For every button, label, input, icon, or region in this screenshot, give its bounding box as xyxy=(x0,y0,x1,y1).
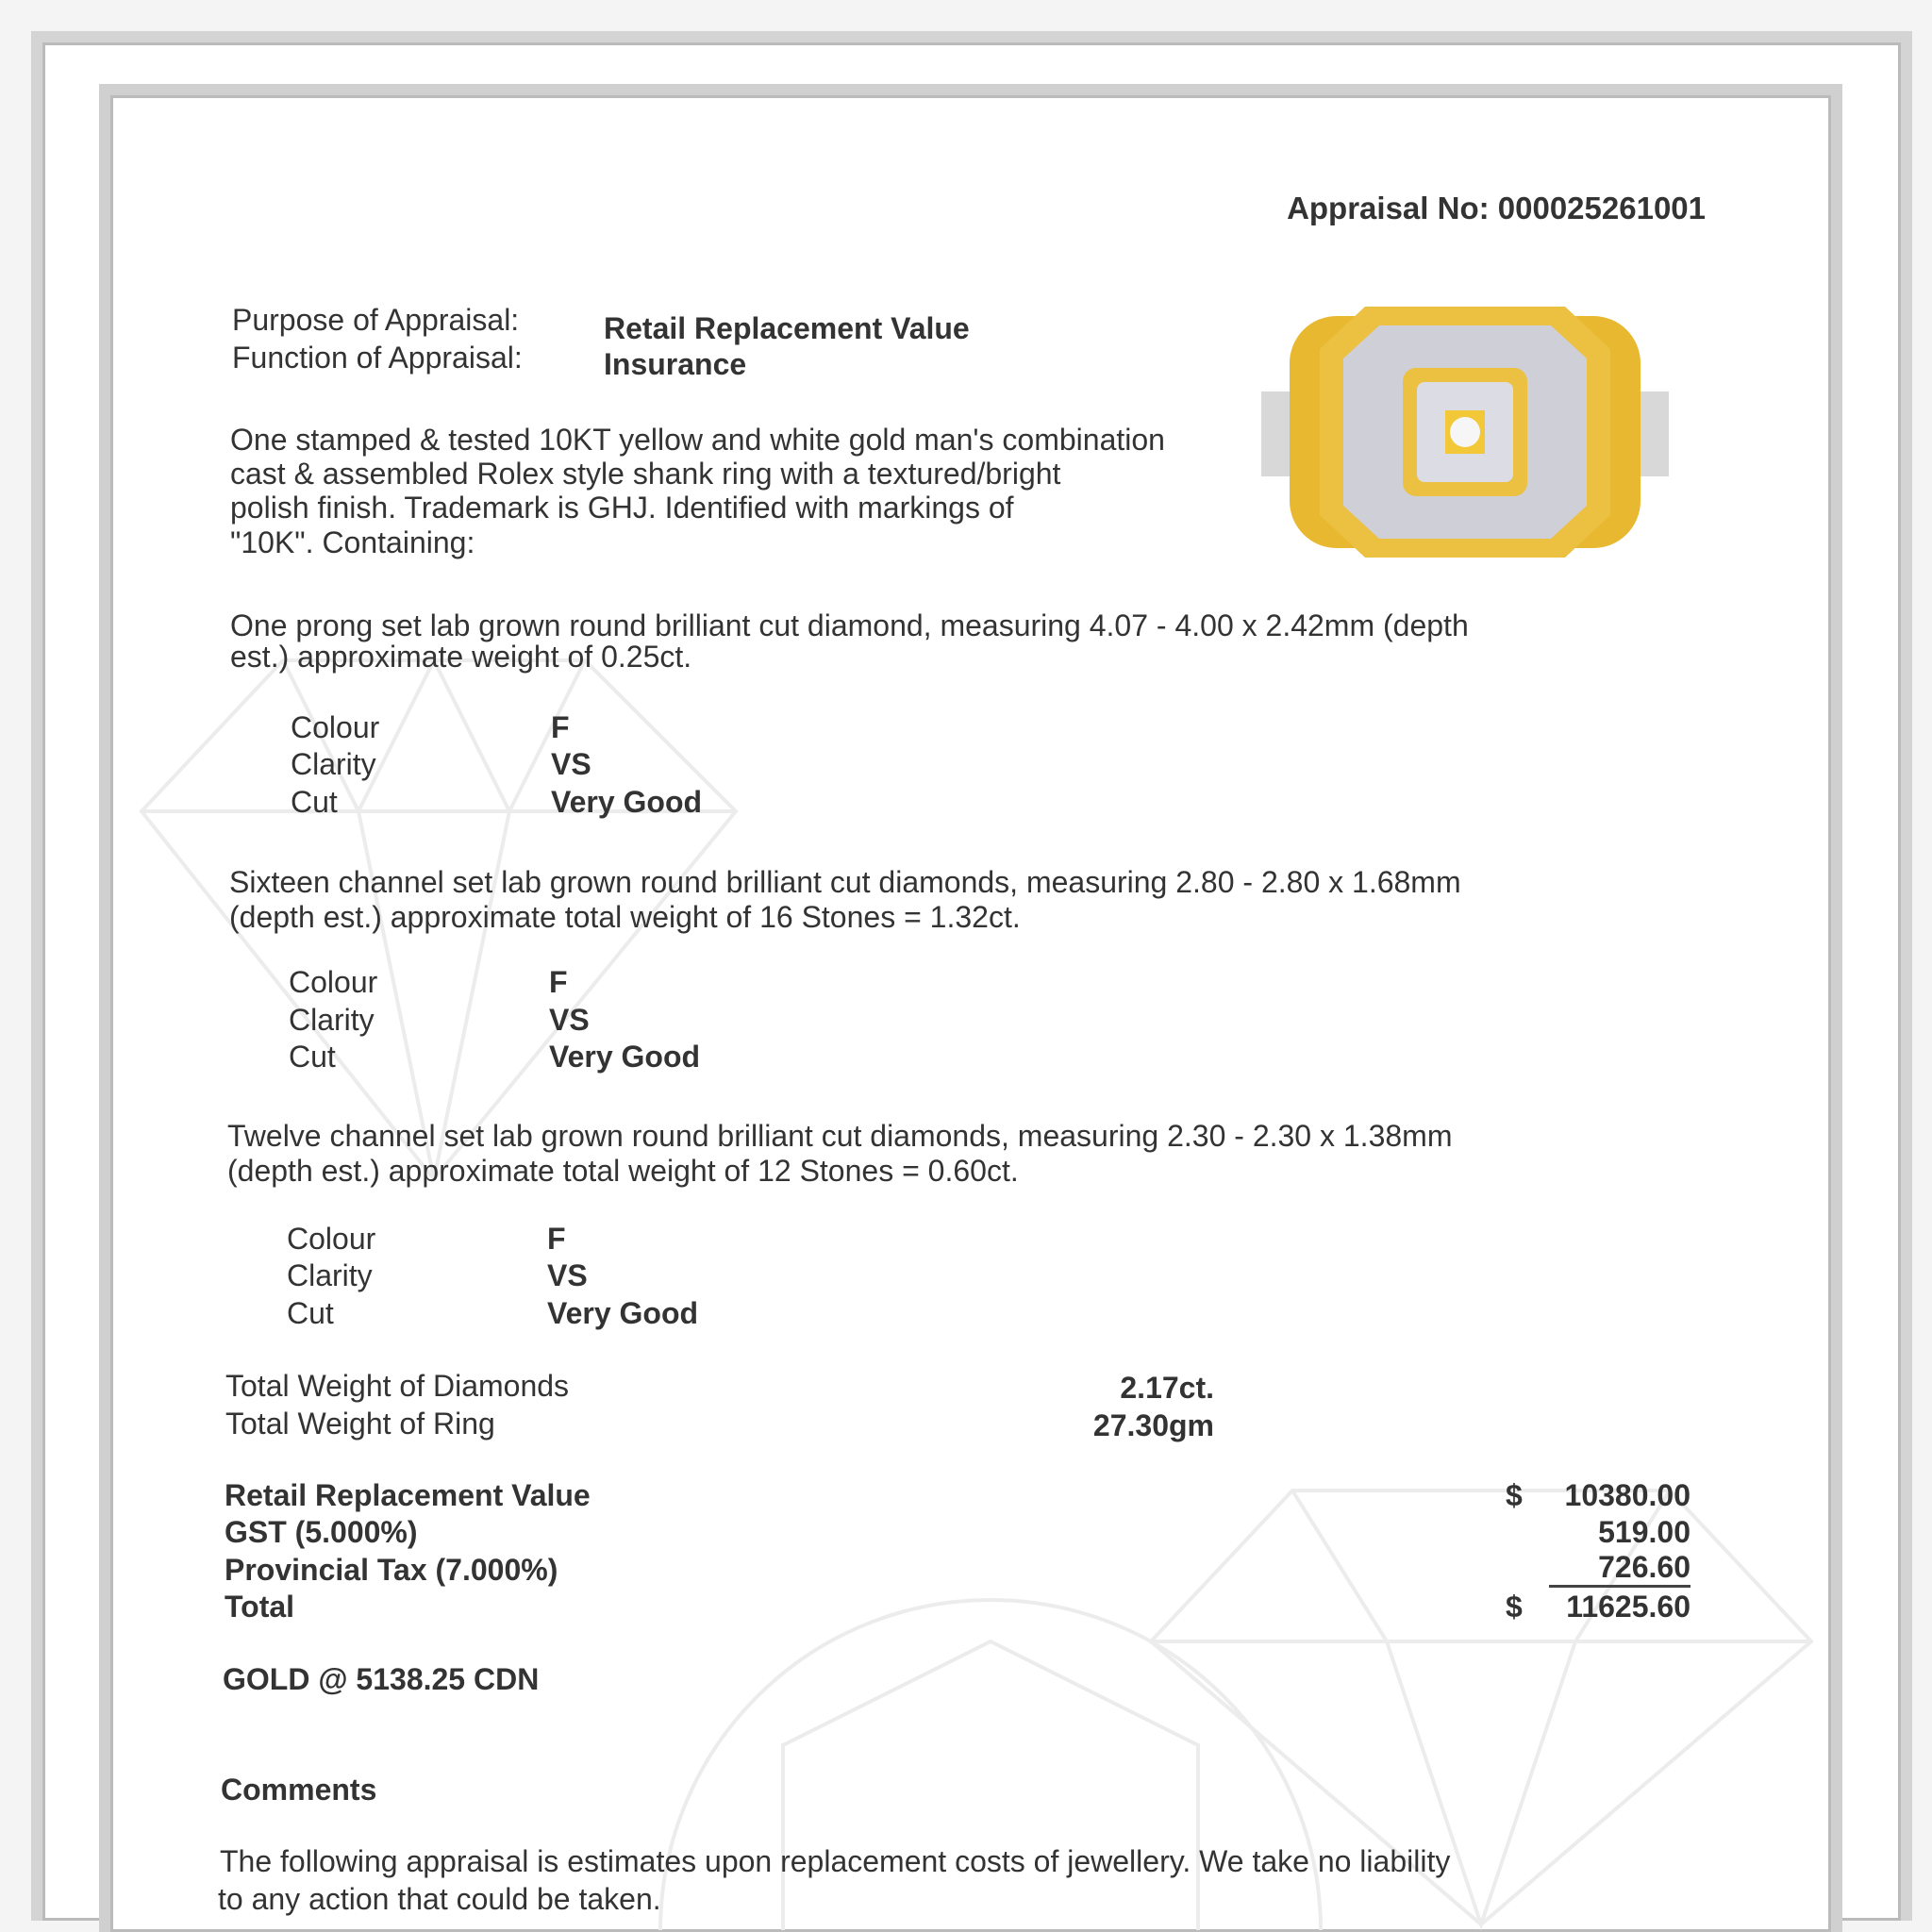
grade-value: F xyxy=(551,710,570,744)
grade-value: Very Good xyxy=(549,1040,701,1074)
grade-value: F xyxy=(549,965,568,999)
stone-line: (depth est.) approximate total weight of 12 Stones = 0.60ct. xyxy=(227,1154,1019,1188)
price-value: 10380.00 xyxy=(1564,1478,1690,1512)
comments-line: to any action that could be taken. xyxy=(218,1882,661,1916)
grade-label: Clarity xyxy=(291,747,376,781)
grade-label: Cut xyxy=(287,1296,334,1330)
grade-label: Clarity xyxy=(287,1258,373,1292)
comments-line: The following appraisal is estimates upon replacement costs of jewellery. We take no liability xyxy=(220,1844,1451,1878)
grade-label: Cut xyxy=(291,785,338,819)
grade-value: F xyxy=(547,1222,566,1256)
price-value: 519.00 xyxy=(1598,1515,1690,1549)
grade-label: Cut xyxy=(289,1040,336,1074)
total-value: 2.17ct. xyxy=(1120,1371,1214,1405)
gold-price: GOLD @ 5138.25 CDN xyxy=(223,1662,540,1696)
price-label: Retail Replacement Value xyxy=(225,1478,591,1512)
stone-line: est.) approximate weight of 0.25ct. xyxy=(230,640,692,674)
grade-label: Colour xyxy=(291,710,380,744)
currency-symbol: $ xyxy=(1506,1590,1523,1624)
currency-symbol: $ xyxy=(1506,1478,1523,1512)
function-label: Function of Appraisal: xyxy=(232,341,523,375)
stone-line: Sixteen channel set lab grown round brilliant cut diamonds, measuring 2.80 - 2.80 x 1.68mm xyxy=(229,865,1461,899)
comments-heading: Comments xyxy=(221,1773,377,1807)
grade-label: Colour xyxy=(287,1222,376,1256)
price-value: 11625.60 xyxy=(1566,1590,1690,1624)
total-value: 27.30gm xyxy=(1092,1408,1214,1442)
grade-value: Very Good xyxy=(547,1296,699,1330)
grade-value: VS xyxy=(551,747,591,781)
description-line: One stamped & tested 10KT yellow and white gold man's combination xyxy=(230,423,1165,457)
purpose-label: Purpose of Appraisal: xyxy=(232,303,520,337)
description-line: "10K". Containing: xyxy=(230,525,475,559)
price-label: Total xyxy=(225,1590,295,1624)
grade-label: Clarity xyxy=(289,1003,375,1037)
description-line: polish finish. Trademark is GHJ. Identified with markings of xyxy=(230,491,1014,525)
description-line: cast & assembled Rolex style shank ring with a textured/bright xyxy=(230,457,1061,491)
price-value: 726.60 xyxy=(1549,1549,1690,1588)
function-value: Insurance xyxy=(604,347,747,381)
grade-value: VS xyxy=(549,1003,590,1037)
total-label: Total Weight of Ring xyxy=(225,1407,495,1441)
purpose-value: Retail Replacement Value xyxy=(604,311,970,345)
stone-line: (depth est.) approximate total weight of 16 Stones = 1.32ct. xyxy=(229,900,1021,934)
grade-value: VS xyxy=(547,1258,588,1292)
total-label: Total Weight of Diamonds xyxy=(225,1369,570,1403)
ring-photo xyxy=(1261,297,1669,567)
price-label: Provincial Tax (7.000%) xyxy=(225,1553,558,1587)
grade-label: Colour xyxy=(289,965,378,999)
grade-value: Very Good xyxy=(551,785,703,819)
price-label: GST (5.000%) xyxy=(225,1515,418,1549)
stone-line: One prong set lab grown round brilliant cut diamond, measuring 4.07 - 4.00 x 2.42mm (depth xyxy=(230,608,1469,642)
stone-line: Twelve channel set lab grown round brilliant cut diamonds, measuring 2.30 - 2.30 x 1.38mm xyxy=(227,1119,1453,1153)
appraisal-number: Appraisal No: 000025261001 xyxy=(1287,191,1706,225)
